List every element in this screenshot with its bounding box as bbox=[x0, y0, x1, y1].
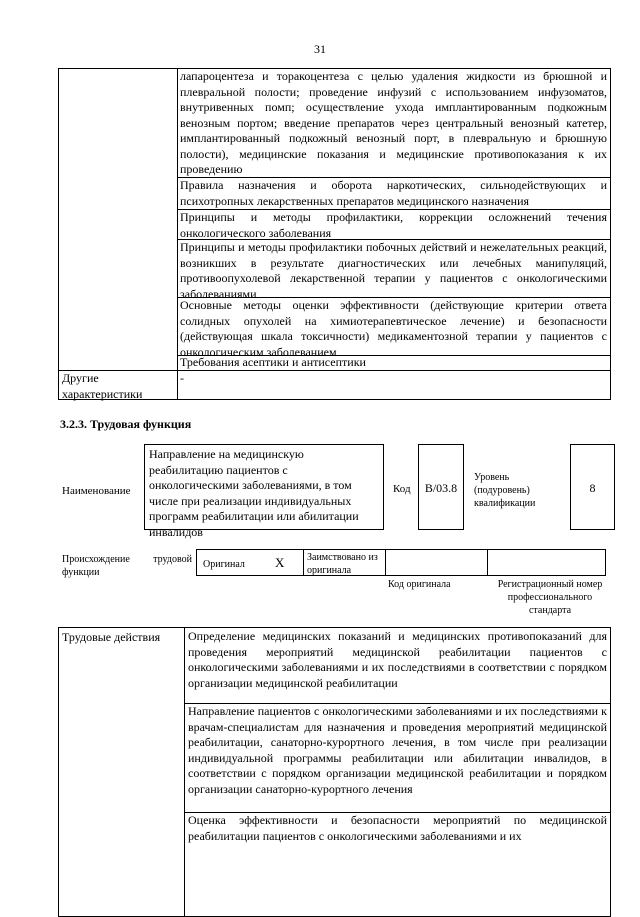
registration-caption: Регистрационный номер профессионального стандарта bbox=[497, 579, 603, 616]
code-label: Код bbox=[393, 483, 411, 495]
original-label: Оригинал bbox=[203, 559, 245, 570]
skills-row: Требования асептики и антисептики bbox=[180, 355, 366, 369]
qualification-level: 8 bbox=[570, 444, 615, 530]
section-title: 3.2.3. Трудовая функция bbox=[60, 417, 192, 431]
function-name: Направление на медицинскую реабилитацию пациентов с онкологическими заболеваниями, в том числе при реализации индивидуальных программ реабилитации или абилитации инвалидов bbox=[144, 444, 384, 530]
labor-action-row: Оценка эффективности и безопасности мероприятий по медицинской реабилитации пациентов с онкологическими заболеваниями и их bbox=[188, 813, 607, 843]
other-characteristics-value: - bbox=[180, 371, 184, 385]
borrowed-label: Заимствовано из оригинала bbox=[307, 552, 378, 576]
labor-actions-label: Трудовые действия bbox=[62, 630, 161, 644]
skills-row: Принципы и методы профилактики, коррекции осложнений течения онкологического заболевания bbox=[180, 210, 607, 240]
function-code: B/03.8 bbox=[418, 444, 464, 530]
page-number: 31 bbox=[314, 42, 326, 56]
original-code-caption: Код оригинала bbox=[388, 579, 451, 590]
skills-row: Основные методы оценки эффективности (действующие критерии ответа солидных опухолей на химиотерапевтическое лечение) и безопасности (действующая шкала токсичности) медикаментозной терапии у пациентов с онкологическим заболеванием bbox=[180, 298, 607, 359]
name-label: Наименование bbox=[62, 485, 131, 497]
labor-action-row: Направление пациентов с онкологическими заболеваниями и их последствиями к врачам-специалистам для назначения и проведения мероприятий медицинской реабилитации, санаторно-курортного лечения, в том числе при реализации индивидуальной программы реабилитации или абилитации инвалидов, в соответствии с порядком организации медицинской реабилитации и порядком организации санаторно-курортного лечения bbox=[188, 704, 607, 796]
skills-table bbox=[58, 68, 611, 400]
labor-actions-table bbox=[58, 627, 611, 917]
skills-row: лапароцентеза и торакоцентеза с целью удаления жидкости из брюшной и плевральной полости; проведение инфузий с использованием инфузоматов, внутривенных помп; осуществление ухода имплантированным подкожным венозным портом; введение препаратов через центральный венозный катетер, имплантированный подкожный венозный порт, в плевральную и брюшную полости), медицинские показания и медицинские противопоказания к их проведению bbox=[180, 69, 607, 176]
origin-label: Происхождение трудовой функции bbox=[62, 554, 192, 578]
other-characteristics-label: Другие характеристики bbox=[62, 371, 143, 401]
original-mark: X bbox=[275, 555, 285, 570]
skills-row: Правила назначения и оборота наркотических, сильнодействующих и психотропных лекарственных препаратов медицинского назначения bbox=[180, 178, 607, 208]
origin-table bbox=[196, 549, 606, 576]
level-label: Уровень (подуровень) квалификации bbox=[474, 472, 536, 509]
labor-action-row: Определение медицинских показаний и медицинских противопоказаний для проведения мероприятий медицинской реабилитации пациентов с онкологическими заболеваниями и их последствиями в соответствии с порядком организации медицинской реабилитации bbox=[188, 629, 607, 690]
skills-row: Принципы и методы профилактики побочных действий и нежелательных реакций, возникших в результате диагностических или лечебных манипуляций, противоопухолевой лекарственной терапии у пациентов с онкологическими заболеваниями bbox=[180, 240, 607, 301]
